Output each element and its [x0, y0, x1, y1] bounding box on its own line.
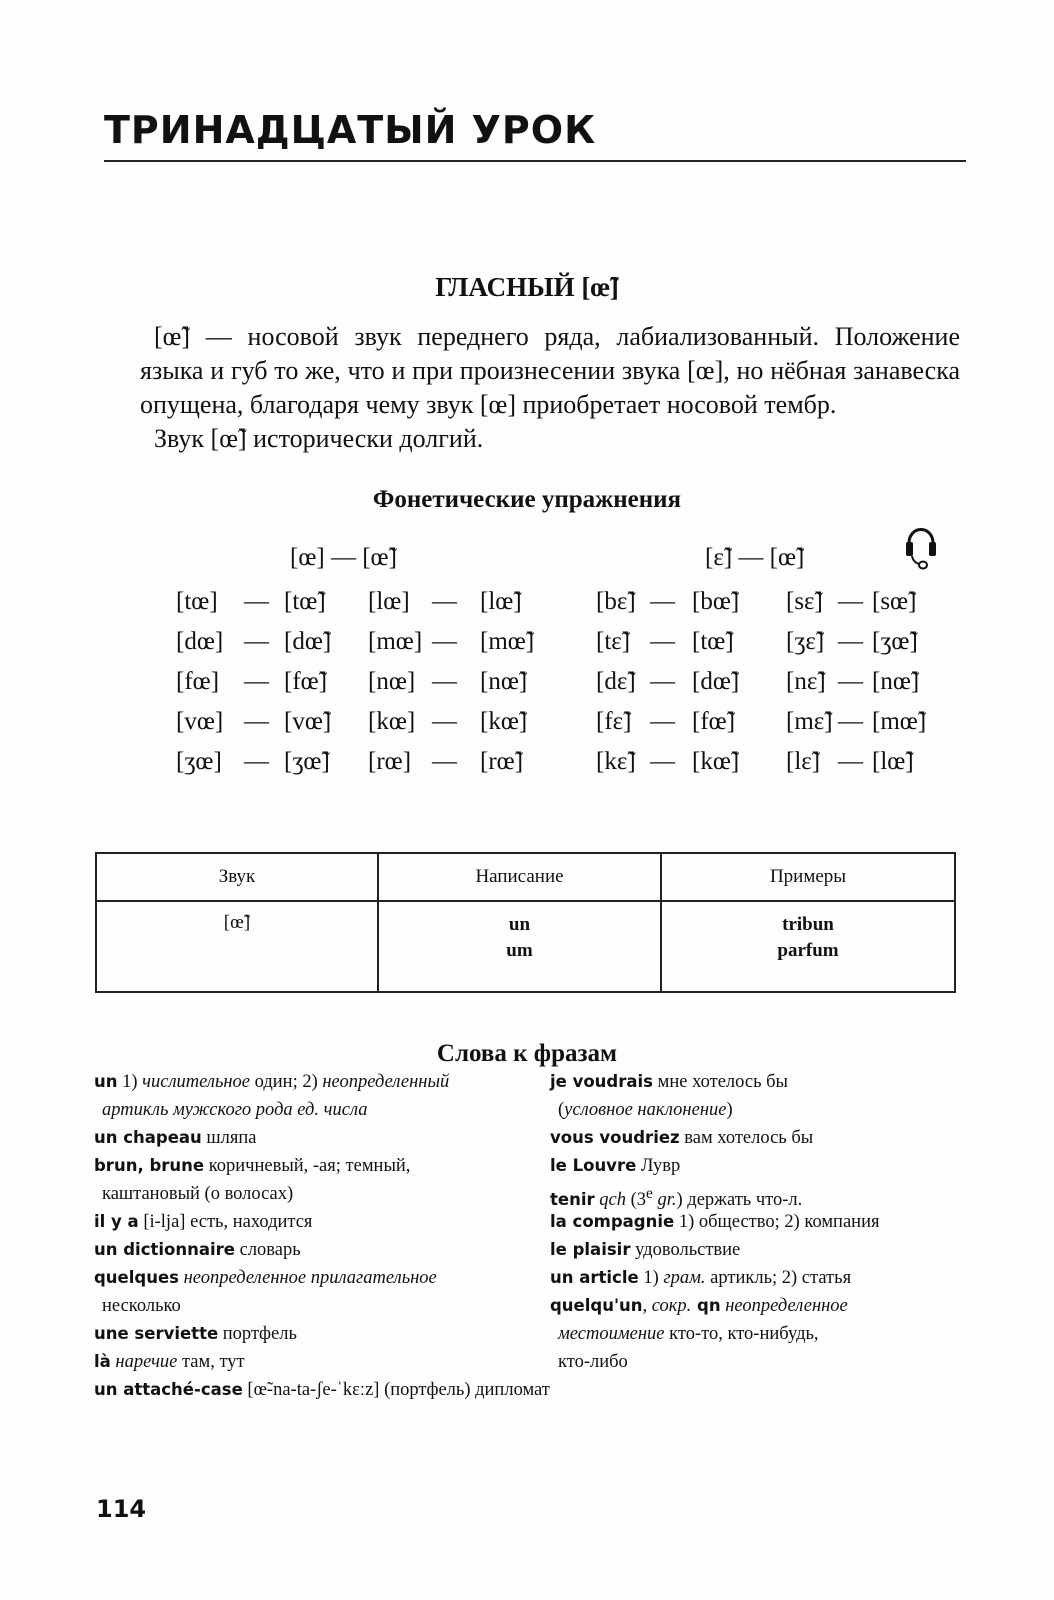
phonetic-item: [nœ]	[368, 668, 416, 695]
phonetic-item: [nœ̃]	[872, 668, 920, 695]
vocab-text: условное наклонение	[564, 1100, 727, 1120]
phonetic-dash: —	[432, 588, 457, 615]
vocab-headword: une serviette	[94, 1324, 219, 1343]
vowel-heading: ГЛАСНЫЙ [œ̃]	[435, 272, 619, 302]
group1-header: [œ] — [œ̃]	[290, 544, 397, 571]
vocab-headword: le Louvre	[550, 1156, 637, 1175]
phonetic-item: [nɛ̃]	[786, 668, 826, 695]
vocab-text: 1) общество; 2) компания	[674, 1212, 880, 1232]
phonetic-item: [tœ̃]	[284, 588, 326, 615]
vocab-text: (3	[625, 1190, 647, 1211]
phonetic-item: [mœ̃]	[872, 708, 927, 735]
vocab-headword: qn	[691, 1296, 721, 1315]
vocab-entry	[94, 1124, 257, 1152]
vocab-entry	[550, 1124, 813, 1152]
phonetic-item: [rœ̃]	[480, 748, 524, 775]
vocab-headword: vous voudriez	[550, 1128, 680, 1147]
vocab-headword: un	[94, 1072, 118, 1091]
vocab-entry	[94, 1264, 437, 1292]
phonetic-item: [dœ]	[176, 628, 224, 655]
vocab-headword: un dictionnaire	[94, 1240, 235, 1259]
vocab-headword: quelqu'un	[550, 1296, 643, 1315]
phonetic-item: [lœ]	[368, 588, 410, 615]
phonetic-dash: —	[432, 708, 457, 735]
phonetic-dash: —	[244, 588, 269, 615]
phonetic-item: [lœ̃]	[872, 748, 914, 775]
vocab-text: сокр.	[651, 1296, 692, 1316]
table-row	[96, 901, 955, 992]
table-header-row	[96, 853, 955, 901]
phonetic-dash: —	[650, 628, 675, 655]
phonetic-item: [bœ̃]	[692, 588, 740, 615]
phonetic-item: [fœ]	[176, 668, 220, 695]
vocab-text: местоимение	[558, 1324, 665, 1344]
phonetic-item: [tɛ̃]	[596, 628, 631, 655]
vocab-entry	[558, 1348, 628, 1376]
phonetic-dash: —	[244, 748, 269, 775]
phonetic-item: [fœ̃]	[692, 708, 736, 735]
vocab-text: [i-lja] есть, находится	[138, 1212, 313, 1232]
vocab-entry	[550, 1068, 788, 1096]
vocab-text: неопределенный	[322, 1072, 450, 1092]
phonetic-item: [ʒœ]	[176, 748, 222, 775]
vocab-text: один; 2)	[250, 1072, 323, 1092]
phonetic-item: [ʒœ̃]	[284, 748, 330, 775]
phonetic-dash: —	[432, 748, 457, 775]
phonetic-item: [lœ̃]	[480, 588, 522, 615]
phonetic-item: [kɛ̃]	[596, 748, 636, 775]
vocab-entry	[550, 1152, 680, 1180]
phonetic-item: [bɛ̃]	[596, 588, 636, 615]
vocab-text: ) держать что-л.	[676, 1190, 803, 1211]
vocab-entry	[94, 1068, 449, 1096]
phonetic-dash: —	[838, 668, 863, 695]
vocab-entry	[550, 1236, 740, 1264]
vocab-text: )	[726, 1100, 733, 1120]
vocab-entry	[94, 1320, 297, 1348]
vocab-text: вам хотелось бы	[679, 1128, 814, 1148]
phonetic-dash: —	[650, 748, 675, 775]
vocab-text: 1)	[117, 1072, 143, 1092]
phonetic-dash: —	[838, 628, 863, 655]
vocab-text: несколько	[102, 1296, 181, 1316]
vocab-entry	[550, 1208, 879, 1236]
page-number: 114	[96, 1495, 147, 1523]
vocab-entry	[558, 1320, 819, 1348]
vocab-entry	[550, 1264, 851, 1292]
vocab-text: грам.	[663, 1268, 706, 1288]
header-spelling: Написание	[378, 853, 661, 901]
phonetic-dash: —	[244, 708, 269, 735]
phonetic-dash: —	[650, 668, 675, 695]
phonetic-item: [ʒœ̃]	[872, 628, 918, 655]
vocab-headword: un article	[550, 1268, 639, 1287]
vocab-headword: brun, brune	[94, 1156, 205, 1175]
vocab-entry	[94, 1208, 312, 1236]
vocab-text: наречие	[110, 1352, 178, 1372]
vocab-text: неопределенное	[720, 1296, 848, 1316]
phonetic-dash: —	[244, 628, 269, 655]
phonetic-item: [tœ̃]	[692, 628, 734, 655]
example-value: tribun	[782, 914, 834, 935]
phonetic-item: [sɛ̃]	[786, 588, 823, 615]
vocab-entry	[102, 1292, 181, 1320]
cell-spelling	[378, 901, 661, 992]
vocab-entry	[558, 1096, 733, 1124]
vocab-entry	[550, 1292, 848, 1320]
phonetic-item: [vœ]	[176, 708, 224, 735]
cell-examples	[661, 901, 955, 992]
vocab-headword: là	[94, 1352, 111, 1371]
vocab-text: кто-то, кто-нибудь,	[664, 1324, 819, 1344]
vocab-headword: la compagnie	[550, 1212, 675, 1231]
example-value: parfum	[777, 940, 839, 961]
group2-header: [ɛ̃] — [œ̃]	[705, 544, 805, 571]
vocab-text: коричневый, -ая; темный,	[204, 1156, 411, 1176]
vocab-entry	[94, 1376, 550, 1404]
vocab-headword: il y a	[94, 1212, 139, 1231]
vocab-headword: un chapeau	[94, 1128, 202, 1147]
vocabulary-heading: Слова к фразам	[436, 1040, 618, 1067]
vocab-text: qch	[594, 1190, 626, 1211]
vocab-text: мне хотелось бы	[653, 1072, 788, 1092]
vocab-text: удовольствие	[630, 1240, 741, 1260]
phonetic-dash: —	[838, 588, 863, 615]
vocab-text: словарь	[234, 1240, 301, 1260]
phonetic-item: [rœ]	[368, 748, 412, 775]
phonetic-dash: —	[650, 588, 675, 615]
vocab-text: там, тут	[177, 1352, 245, 1372]
description-paragraph: [œ̃] — носовой звук переднего ряда, лабиализованный. Положение языка и губ то же, что и при произнесении звука [œ], но нёбная занавеска опущена, благодаря чему звук [œ] приобретает носовой тембр.	[140, 322, 960, 419]
header-examples: Примеры	[661, 853, 955, 901]
phonetic-item: [mɛ̃]	[786, 708, 833, 735]
headphones-icon[interactable]	[904, 516, 938, 577]
exercises-heading: Фонетические упражнения	[372, 486, 682, 513]
vocab-entry	[102, 1096, 368, 1124]
vocab-text: числительное	[142, 1072, 251, 1092]
vocab-headword: tenir	[550, 1190, 595, 1210]
cell-sound	[96, 901, 378, 992]
header-sound: Звук	[96, 853, 378, 901]
phonetic-item: [lɛ̃]	[786, 748, 821, 775]
phonetic-item: [ʒɛ̃]	[786, 628, 825, 655]
sound-value: [œ̃]	[223, 912, 251, 933]
phonetic-item: [tœ]	[176, 588, 218, 615]
historical-note: Звук [œ̃] исторически долгий.	[154, 424, 484, 453]
phonetic-dash: —	[838, 708, 863, 735]
phonetic-item: [mœ̃]	[480, 628, 535, 655]
vocab-text: кто-либо	[558, 1352, 628, 1372]
lesson-title: ТРИНАДЦАТЫЙ УРОК	[104, 108, 597, 152]
vocab-headword: quelques	[94, 1268, 179, 1287]
phonetic-dash: —	[432, 628, 457, 655]
vocab-headword: je voudrais	[550, 1072, 653, 1091]
phonetic-item: [fɛ̃]	[596, 708, 632, 735]
vocab-text: 1)	[638, 1268, 664, 1288]
vocab-headword: le plaisir	[550, 1240, 631, 1259]
phonetic-item: [kœ̃]	[692, 748, 740, 775]
sound-spelling-table	[95, 852, 956, 993]
spelling-value: um	[506, 940, 533, 961]
phonetic-item: [vœ̃]	[284, 708, 332, 735]
vocab-text: ,	[642, 1296, 652, 1316]
phonetic-dash: —	[432, 668, 457, 695]
phonetic-item: [dœ̃]	[692, 668, 740, 695]
title-rule	[104, 160, 966, 162]
vocab-text: [œ̃-na-ta-ʃe-ˈkɛːz] (портфель) дипломат	[242, 1380, 550, 1400]
phonetic-dash: —	[838, 748, 863, 775]
vocab-text: каштановый (о волосах)	[102, 1184, 294, 1204]
vocab-entry	[94, 1236, 301, 1264]
vocab-text: gr.	[652, 1190, 677, 1211]
vocab-text: артикль; 2) статья	[705, 1268, 852, 1288]
phonetic-dash: —	[244, 668, 269, 695]
phonetic-item: [dɛ̃]	[596, 668, 636, 695]
vocab-entry	[94, 1348, 245, 1376]
vocab-headword: un attaché-case	[94, 1380, 243, 1399]
vocab-entry	[102, 1180, 293, 1208]
phonetic-item: [kœ̃]	[480, 708, 528, 735]
vocab-text: неопределенное прилагательное	[178, 1268, 437, 1288]
vocab-text: e	[646, 1185, 653, 1202]
vocab-text: артикль мужского рода ед. числа	[102, 1100, 368, 1120]
vocab-text: (	[558, 1100, 565, 1120]
spelling-value: un	[508, 914, 531, 935]
vocab-text: шляпа	[201, 1128, 257, 1148]
phonetic-item: [dœ̃]	[284, 628, 332, 655]
phonetic-item: [fœ̃]	[284, 668, 328, 695]
phonetic-item: [mœ]	[368, 628, 423, 655]
vocab-text: портфель	[218, 1324, 297, 1344]
phonetic-dash: —	[650, 708, 675, 735]
vocab-text: Лувр	[636, 1156, 681, 1176]
vocab-entry	[94, 1152, 410, 1180]
phonetic-item: [nœ̃]	[480, 668, 528, 695]
phonetic-item: [kœ]	[368, 708, 416, 735]
phonetic-item: [sœ̃]	[872, 588, 917, 615]
